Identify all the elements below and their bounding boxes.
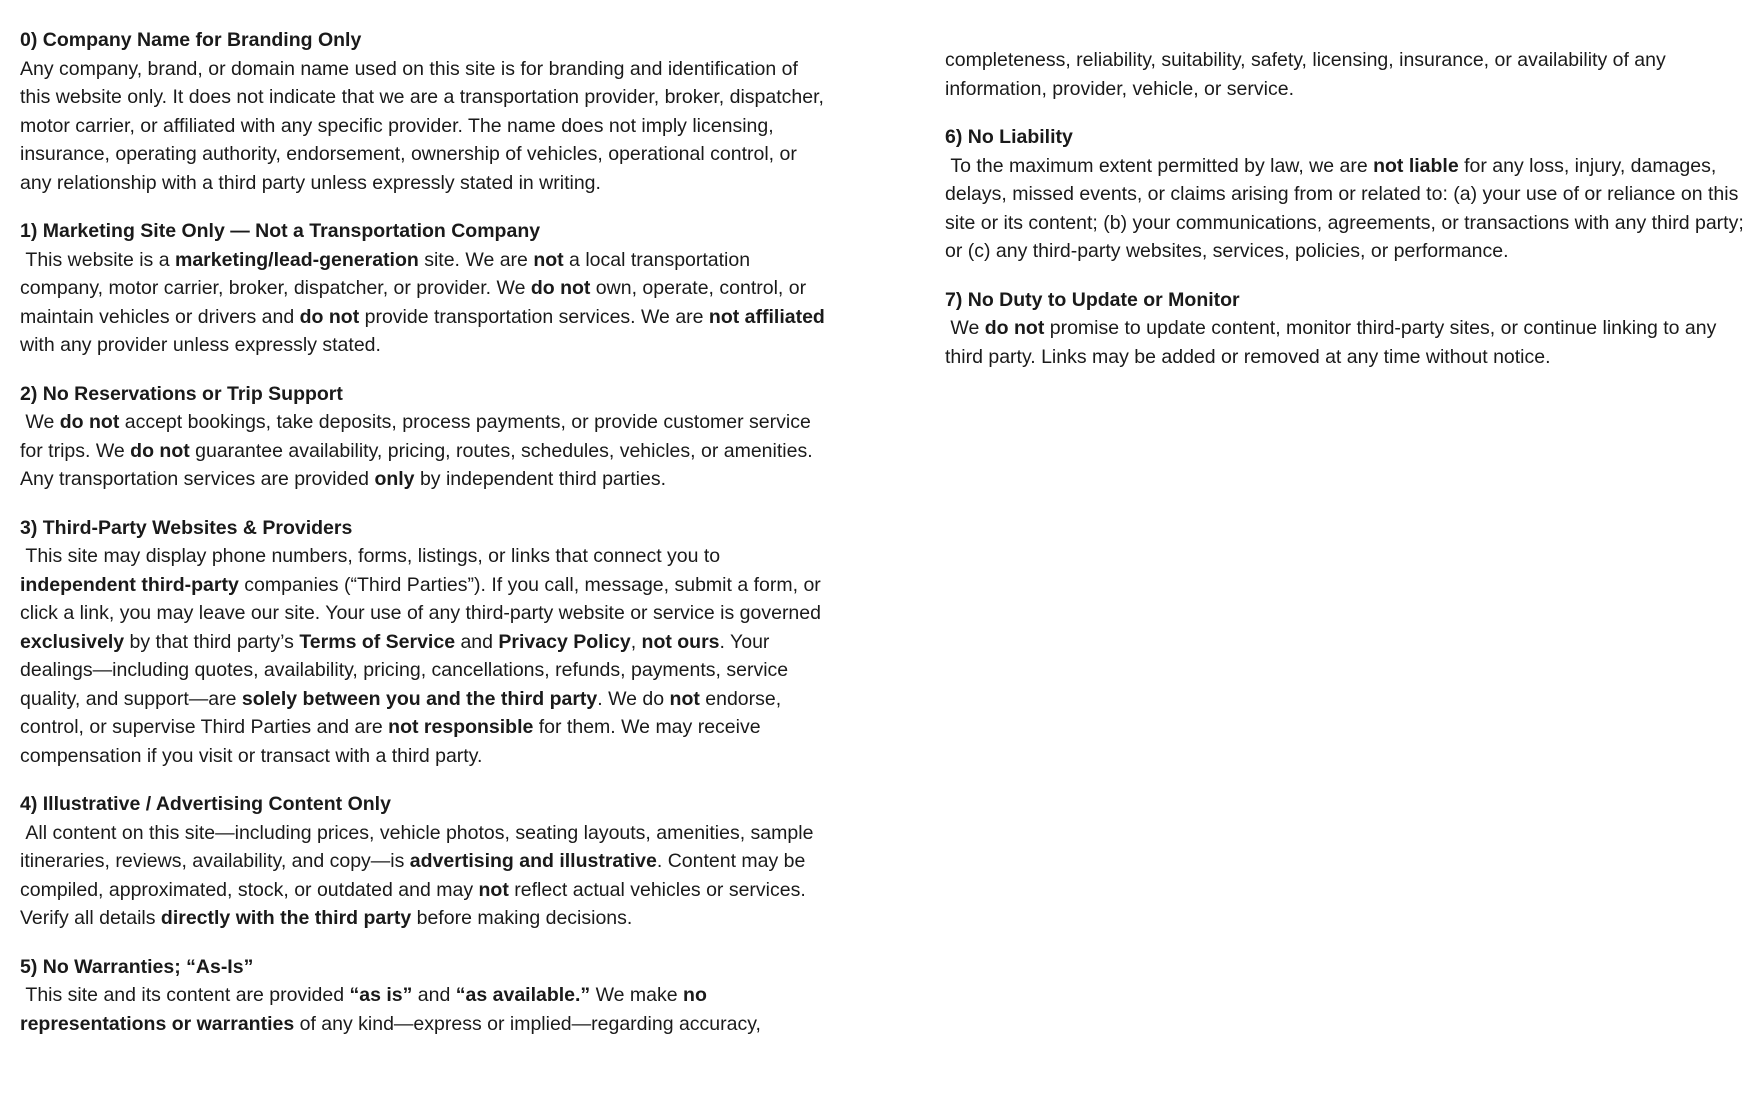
disclaimer-section <box>20 26 830 197</box>
body-text: companies (“Third Parties”). If you call, message, submit a form, or click a link, you may leave our site. Your use of any third-party website or service is governed <box>20 573 827 624</box>
body-text-bold: solely between you and the third party <box>241 687 598 710</box>
body-text: To the maximum extent permitted by law, we are <box>945 154 1374 177</box>
body-text: We <box>945 317 985 339</box>
body-text: . We do <box>597 687 670 710</box>
body-text-bold: only <box>374 468 415 490</box>
body-text: of any kind—express or implied—regarding accuracy, <box>294 1012 761 1035</box>
body-text: by independent third parties. <box>414 468 667 490</box>
disclaimer-section <box>20 790 825 933</box>
disclaimer-continuation <box>945 46 1745 103</box>
body-text: Any company, brand, or domain name used on this site is for branding and identification of this website only. It does not indicate that we are a transportation provider, broker, dispatcher, motor carrier, or affiliated with any specific provider. The name does not imply licensing, insurance, operating authority, endorsement, ownership of vehicles, operational control, or any relationship with a third party unless expressly stated in writing. <box>20 57 830 194</box>
body-text: for any loss, injury, damages, delays, missed events, or claims arising from or related to: (a) your use of or reliance on this site or its content; (b) your communications, agreements, or transactions with any third party; or (c) any third-party websites, services, policies, or performance. <box>945 154 1750 262</box>
body-text: We <box>20 411 60 433</box>
disclaimer-section <box>20 217 831 360</box>
body-text: This site and its content are provided <box>20 984 350 1006</box>
body-text-bold: not responsible <box>388 716 534 738</box>
body-text: guarantee availability, pricing, routes, schedules, vehicles, or amenities. Any transportation services are provided <box>20 439 817 490</box>
body-text: for them. We may receive compensation if you visit or transact with a third party. <box>20 716 766 767</box>
body-text: This site may display phone numbers, forms, listings, or links that connect you to <box>20 545 726 567</box>
body-text: . Content may be compiled, approximated, stock, or outdated and may <box>20 850 811 901</box>
body-text: All content on this site—including prices, vehicle photos, seating layouts, amenities, sample itineraries, reviews, availability, and copy—is <box>20 821 819 872</box>
section-heading: 4) Illustrative / Advertising Content Only <box>20 793 391 815</box>
body-text: This website is a <box>20 248 175 271</box>
body-text: provide transportation services. We are <box>359 305 709 328</box>
column-left <box>20 26 831 1113</box>
body-text-bold: exclusively <box>20 630 125 653</box>
body-text: accept bookings, take deposits, process payments, or provide customer service for trips. We <box>20 411 817 462</box>
body-text: endorse, control, or supervise Third Parties and are <box>20 687 787 738</box>
body-text: own, operate, control, or maintain vehicles or drivers and <box>20 277 812 328</box>
body-text-bold: not liable <box>1373 154 1459 177</box>
body-text: , <box>630 630 642 653</box>
body-text-bold: do not <box>299 305 360 328</box>
body-text-bold: not <box>478 878 509 901</box>
body-text-bold: do not <box>130 439 190 462</box>
section-heading: 7) No Duty to Update or Monitor <box>945 288 1240 311</box>
body-text-bold: marketing/lead-generation <box>174 248 419 271</box>
body-text: site. We are <box>418 248 534 271</box>
body-text: by that third party’s <box>124 630 300 653</box>
body-text: completeness, reliability, suitability, safety, licensing, insurance, or availability of any information, provider, vehicle, or service. <box>945 49 1672 100</box>
body-text-bold: not affiliated <box>708 305 825 328</box>
section-heading: 2) No Reservations or Trip Support <box>20 382 343 405</box>
section-heading: 5) No Warranties; “As-Is” <box>20 955 254 978</box>
body-text-bold: no representations or warranties <box>20 984 713 1035</box>
disclaimer-section <box>20 953 825 1039</box>
body-text-bold: do not <box>530 277 591 299</box>
disclaimer-section <box>945 123 1750 266</box>
body-text: a local transportation company, motor carrier, broker, dispatcher, or provider. We <box>20 248 756 299</box>
body-text-bold: Privacy Policy <box>498 630 631 653</box>
body-text-bold: do not <box>984 317 1045 339</box>
body-text-bold: Terms of Service <box>299 630 456 653</box>
body-text-bold: directly with the third party <box>160 907 412 929</box>
body-text: reflect actual vehicles or services. Verify all details <box>20 878 812 929</box>
body-text: . Your dealings—including quotes, availability, pricing, cancellations, refunds, payments, service quality, and support—are <box>20 630 794 710</box>
disclaimer-section <box>20 514 825 771</box>
section-heading: 0) Company Name for Branding Only <box>20 29 362 51</box>
body-text: with any provider unless expressly stated. <box>20 305 831 356</box>
column-right <box>945 46 1750 1113</box>
body-text-bold: not ours <box>641 630 720 653</box>
body-text: before making decisions. <box>411 907 633 929</box>
body-text: and <box>455 630 499 653</box>
body-text-bold: not <box>669 687 700 710</box>
body-text: We make <box>590 984 684 1006</box>
disclaimer-section <box>945 286 1745 372</box>
section-heading: 6) No Liability <box>945 126 1073 148</box>
body-text: and <box>412 984 456 1006</box>
body-text-bold: independent third-party <box>20 573 239 596</box>
body-text-bold: do not <box>59 411 120 433</box>
body-text-bold: “as is” <box>349 984 413 1006</box>
section-heading: 3) Third-Party Websites & Providers <box>20 516 353 539</box>
disclaimer-section <box>20 380 825 494</box>
section-heading: 1) Marketing Site Only — Not a Transportation Company <box>20 220 541 242</box>
body-text-bold: “as available.” <box>455 984 591 1006</box>
body-text: promise to update content, monitor third-party sites, or continue linking to any third party. Links may be added or removed at any time without notice. <box>945 317 1722 368</box>
body-text-bold: not <box>533 248 564 271</box>
body-text-bold: advertising and illustrative <box>409 850 657 872</box>
